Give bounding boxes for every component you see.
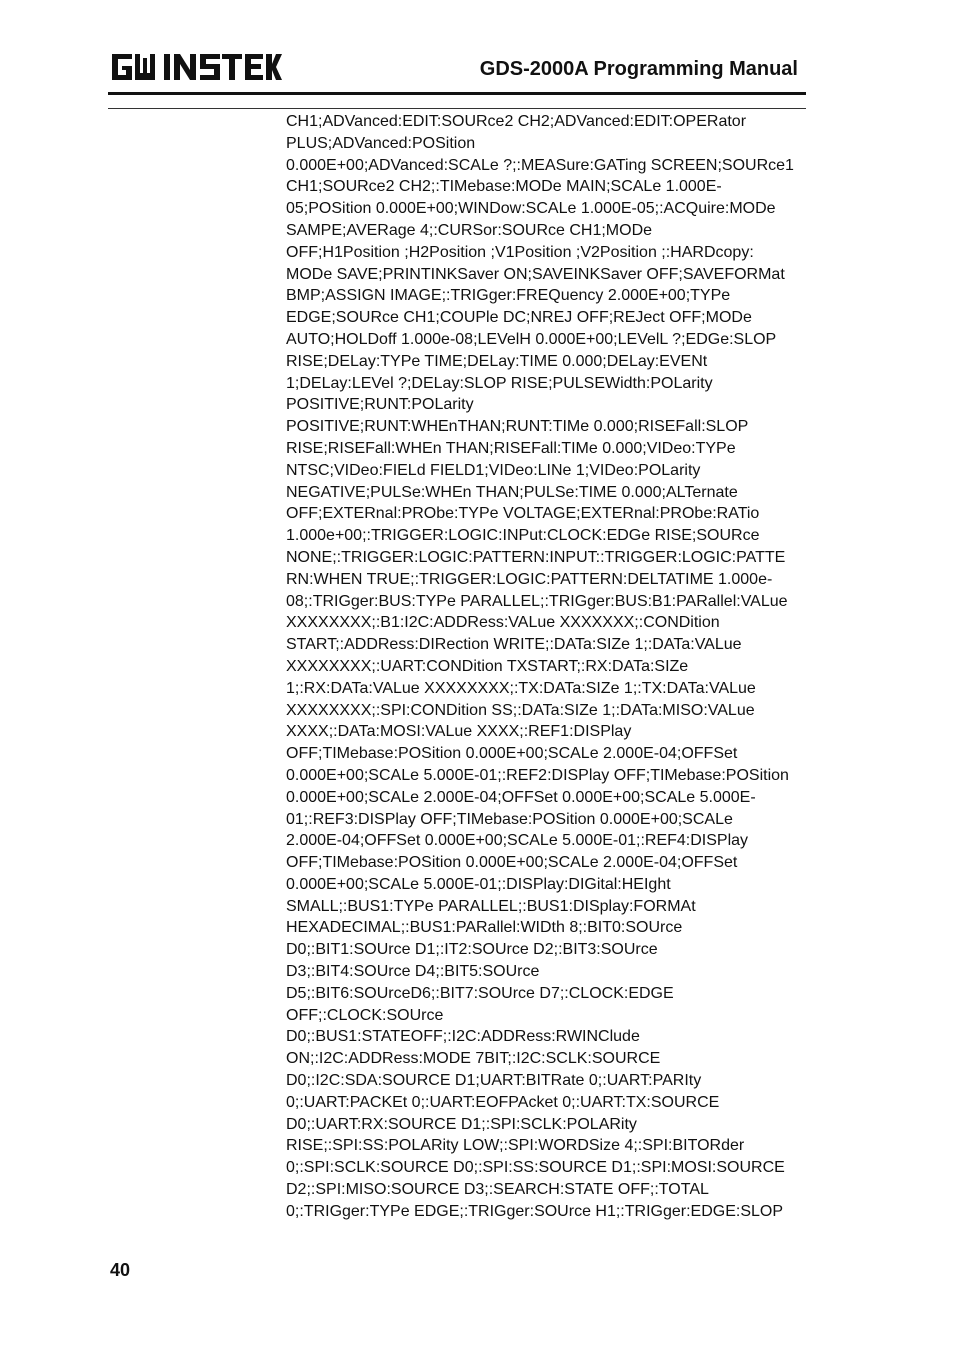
text-line: OFF;H1Position ;H2Position ;V1Position ;V2Position ;:HARDcopy:: [286, 243, 754, 261]
text-line: 1;:RX:DATa:VALue XXXXXXXX;:TX:DATa:SIZe 1;:TX:DATa:VALue: [286, 679, 756, 697]
text-line: PLUS;ADVanced:POSition: [286, 134, 476, 152]
text-line: OFF;TIMebase:POSition 0.000E+00;SCALe 2.000E-04;OFFSet: [286, 745, 738, 763]
text-line: POSITIVE;RUNT:POLarity: [286, 396, 474, 414]
text-line: 1.000e+00;:TRIGGER:LOGIC:INPut:CLOCK:EDGe RISE;SOURce: [286, 527, 760, 545]
text-line: 1;DELay:LEVel ?;DELay:SLOP RISE;PULSEWidth:POLarity: [286, 374, 713, 392]
text-line: D0;:BUS1:STATEOFF;:I2C:ADDRess:RWINClude: [286, 1028, 640, 1046]
text-line: EDGE;SOURce CH1;COUPle DC;NREJ OFF;REJect OFF;MODe: [286, 309, 752, 327]
text-line: SAMPE;AVERage 4;:CURSor:SOURce CH1;MODe: [286, 221, 653, 239]
text-line: 0.000E+00;ADVanced:SCALe ?;:MEASure:GATing SCREEN;SOURce1: [286, 156, 794, 174]
text-line: 0;:UART:PACKEt 0;:UART:EOFPAcket 0;:UART:TX:SOURCE: [286, 1093, 720, 1111]
text-line: NONE;:TRIGGER:LOGIC:PATTERN:INPUT::TRIGGER:LOGIC:PATTE: [286, 548, 786, 566]
text-line: 0.000E+00;SCALe 5.000E-01;:DISPlay:DIGital:HEIght: [286, 875, 671, 893]
text-line: D2;:SPI:MISO:SOURCE D3;:SEARCH:STATE OFF;:TOTAL: [286, 1181, 709, 1199]
text-line: D3;:BIT4:SOUrce D4;:BIT5:SOUrce: [286, 963, 540, 981]
text-line: OFF;TIMebase:POSition 0.000E+00;SCALe 2.000E-04;OFFSet: [286, 854, 738, 872]
text-line: HEXADECIMAL;:BUS1:PARallel:WIDth 8;:BIT0:SOUrce: [286, 919, 683, 937]
text-line: D0;:BIT1:SOUrce D1;:IT2:SOUrce D2;:BIT3:SOUrce: [286, 941, 658, 959]
text-line: 0;:SPI:SCLK:SOURCE D0;:SPI:SS:SOURCE D1;:SPI:MOSI:SOURCE: [286, 1159, 785, 1177]
text-line: 2.000E-04;OFFSet 0.000E+00;SCALe 5.000E-01;:REF4:DISPlay: [286, 832, 749, 850]
text-line: XXXXXXXX;:SPI:CONDition SS;:DATa:SIZe 1;:DATa:MISO:VALue: [286, 701, 755, 719]
text-line: BMP;ASSIGN IMAGE;:TRIGger:FREQuency 2.000E+00;TYPe: [286, 287, 731, 305]
text-line: D0;:I2C:SDA:SOURCE D1;UART:BITRate 0;:UART:PARIty: [286, 1072, 702, 1090]
text-line: 0.000E+00;SCALe 2.000E-04;OFFSet 0.000E+00;SCALe 5.000E-: [286, 788, 756, 806]
text-line: OFF;:CLOCK:SOUrce: [286, 1006, 444, 1024]
text-line: 01;:REF3:DISPlay OFF;TIMebase:POSition 0.000E+00;SCALe: [286, 810, 733, 828]
command-output-text: [286, 111, 806, 1223]
text-line: 08;:TRIGger:BUS:TYPe PARALLEL;:TRIGger:BUS:B1:PARallel:VALue: [286, 592, 788, 610]
text-line: D0;:UART:RX:SOURCE D1;:SPI:SCLK:POLARity: [286, 1115, 637, 1133]
text-line: RISE;:SPI:SS:POLARity LOW;:SPI:WORDSize 4;:SPI:BITORder: [286, 1137, 745, 1155]
text-line: XXXXXXXX;:UART:CONDition TXSTART;:RX:DATa:SIZe: [286, 657, 689, 675]
text-line: MODe SAVE;PRINTINKSaver ON;SAVEINKSaver OFF;SAVEFORMat: [286, 265, 785, 283]
text-line: RISE;DELay:TYPe TIME;DELay:TIME 0.000;DELay:EVENt: [286, 352, 708, 370]
text-line: NEGATIVE;PULSe:WHEn THAN;PULSe:TIME 0.000;ALTernate: [286, 483, 738, 501]
text-line: POSITIVE;RUNT:WHEnTHAN;RUNT:TIMe 0.000;RISEFall:SLOP: [286, 418, 749, 436]
gw-instek-logo-graphic: [110, 50, 282, 84]
text-line: 0.000E+00;SCALe 5.000E-01;:REF2:DISPlay OFF;TIMebase:POSition: [286, 766, 789, 784]
text-line: 0;:TRIGger:TYPe EDGE;:TRIGger:SOUrce H1;:TRIGger:EDGE:SLOP: [286, 1202, 784, 1220]
text-line: NTSC;VIDeo:FIELd FIELD1;VIDeo:LINe 1;VIDeo:POLarity: [286, 461, 701, 479]
text-line: AUTO;HOLDoff 1.000e-08;LEVelH 0.000E+00;LEVelL ?;EDGe:SLOP: [286, 330, 777, 348]
text-line: 05;POSition 0.000E+00;WINDow:SCALe 1.000E-05;:ACQuire:MODe: [286, 200, 776, 218]
text-line: XXXX;:DATa:MOSI:VALue XXXX;:REF1:DISPlay: [286, 723, 632, 741]
text-line: START;:ADDRess:DIRection WRITE;:DATa:SIZe 1;:DATa:VALue: [286, 636, 742, 654]
header-divider-thick: [108, 92, 806, 95]
text-line: RN:WHEN TRUE;:TRIGGER:LOGIC:PATTERN:DELTATIME 1.000e-: [286, 570, 773, 588]
page-number: 40: [110, 1260, 131, 1280]
header-divider-thin: [108, 108, 806, 109]
text-line: RISE;RISEFall:WHEn THAN;RISEFall:TIMe 0.000;VIDeo:TYPe: [286, 439, 736, 457]
text-line: CH1;SOURce2 CH2;:TIMebase:MODe MAIN;SCALe 1.000E-: [286, 178, 722, 196]
text-line: XXXXXXXX;:B1:I2C:ADDRess:VALue XXXXXXX;:CONDition: [286, 614, 720, 632]
text-line: CH1;ADVanced:EDIT:SOURce2 CH2;ADVanced:EDIT:OPERator: [286, 113, 747, 130]
text-line: D5;:BIT6:SOUrceD6;:BIT7:SOUrce D7;:CLOCK:EDGE: [286, 984, 674, 1002]
text-line: SMALL;:BUS1:TYPe PARALLEL;:BUS1:DISplay:FORMAt: [286, 897, 696, 915]
text-line: ON;:I2C:ADDRess:MODE 7BIT;:I2C:SCLK:SOURCE: [286, 1050, 661, 1068]
gw-instek-logo: [110, 50, 282, 84]
manual-title: GDS-2000A Programming Manual: [479, 58, 798, 80]
text-line: OFF;EXTERnal:PRObe:TYPe VOLTAGE;EXTERnal:PRObe:RATio: [286, 505, 760, 523]
